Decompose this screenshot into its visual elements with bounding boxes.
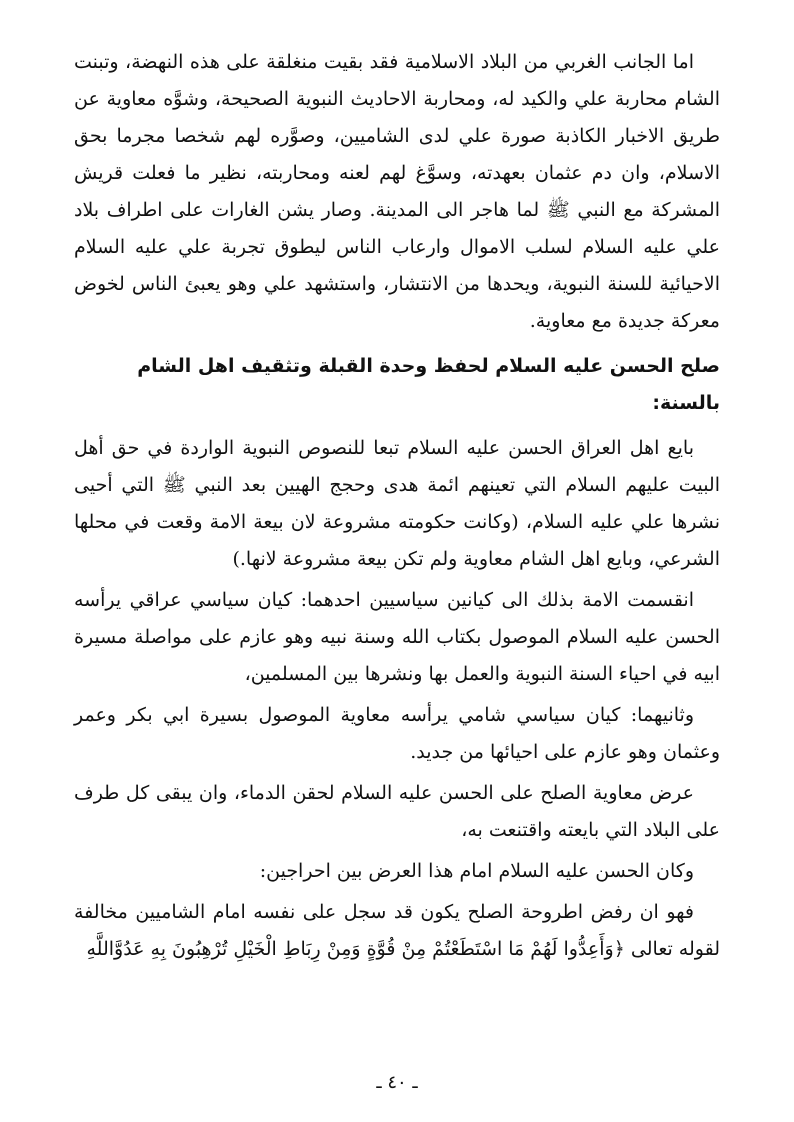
paragraph-second-entity: وثانيهما: كيان سياسي شامي يرأسه معاوية الموصول بسيرة ابي بكر وعمر وعثمان وهو عازم على احيائها من جديد. (74, 704, 720, 763)
paragraph-quran-quote: فهو ان رفض اطروحة الصلح يكون قد سجل على نفسه امام الشاميين مخالفة لقوله تعالى ﴿وَأَعِدُّوا لَهُمْ مَا اسْتَطَعْتُمْ مِنْ قُوَّةٍ وَمِنْ رِبَاطِ الْخَيْلِ تُرْهِبُونَ بِهِ عَدُوَّاللَّهِ (74, 901, 720, 960)
paragraph-peace-offer: عرض معاوية الصلح على الحسن عليه السلام لحقن الدماء، وان يبقى كل طرف على البلاد التي بايعته واقتنعت به، (74, 782, 720, 841)
paragraph-bay-ah: بايع اهل العراق الحسن عليه السلام تبعا للنصوص النبوية الواردة في حق أهل البيت عليهم السلام التي تعينهم ائمة هدى وحجج الهيين بعد النبي ﷺ التي أحيى نشرها علي عليه السلام، (وكانت حكومته مشروعة لان بيعة الامة وقعت في محلها الشرعي، وبايع اهل الشام معاوية ولم تكن بيعة مشروعة لانها.) (74, 437, 720, 570)
paragraph-dilemma: وكان الحسن عليه السلام امام هذا العرض بين احراجين: (259, 860, 694, 882)
paragraph-intro: اما الجانب الغربي من البلاد الاسلامية فقد بقيت منغلقة على هذه النهضة، وتبنت الشام محاربة علي والكيد له، ومحاربة الاحاديث النبوية الصحيحة، وشوَّه معاوية عن طريق الاخبار الكاذبة صورة علي لدى الشاميين، وصوَّره لهم شخصا مجرما بحق الاسلام، وان دم عثمان بعهدته، وسوَّغ لهم لعنه ومحاربته، نظير ما فعلت قريش المشركة مع النبي ﷺ لما هاجر الى المدينة. وصار يشن الغارات على اطراف بلاد علي عليه السلام لسلب الاموال وارعاب الناس ليطوق تجربة علي عليه السلام الاحيائية للسنة النبوية، ويحدها من الانتشار، واستشهد علي وهو يعبئ الناس لخوض معركة جديدة مع معاوية. (74, 51, 720, 332)
page-number: ـ ٤٠ ـ (376, 1072, 418, 1093)
paragraph-division: انقسمت الامة بذلك الى كيانين سياسيين احدهما: كيان سياسي عراقي يرأسه الحسن عليه السلام الموصول بكتاب الله وسنة نبيه وهو عازم على مواصلة مسيرة ابيه في احياء السنة النبوية والعمل بها ونشرها بين المسلمين، (74, 589, 720, 685)
section-heading: صلح الحسن عليه السلام لحفظ وحدة القبلة وتثقيف اهل الشام بالسنة: (137, 355, 720, 414)
